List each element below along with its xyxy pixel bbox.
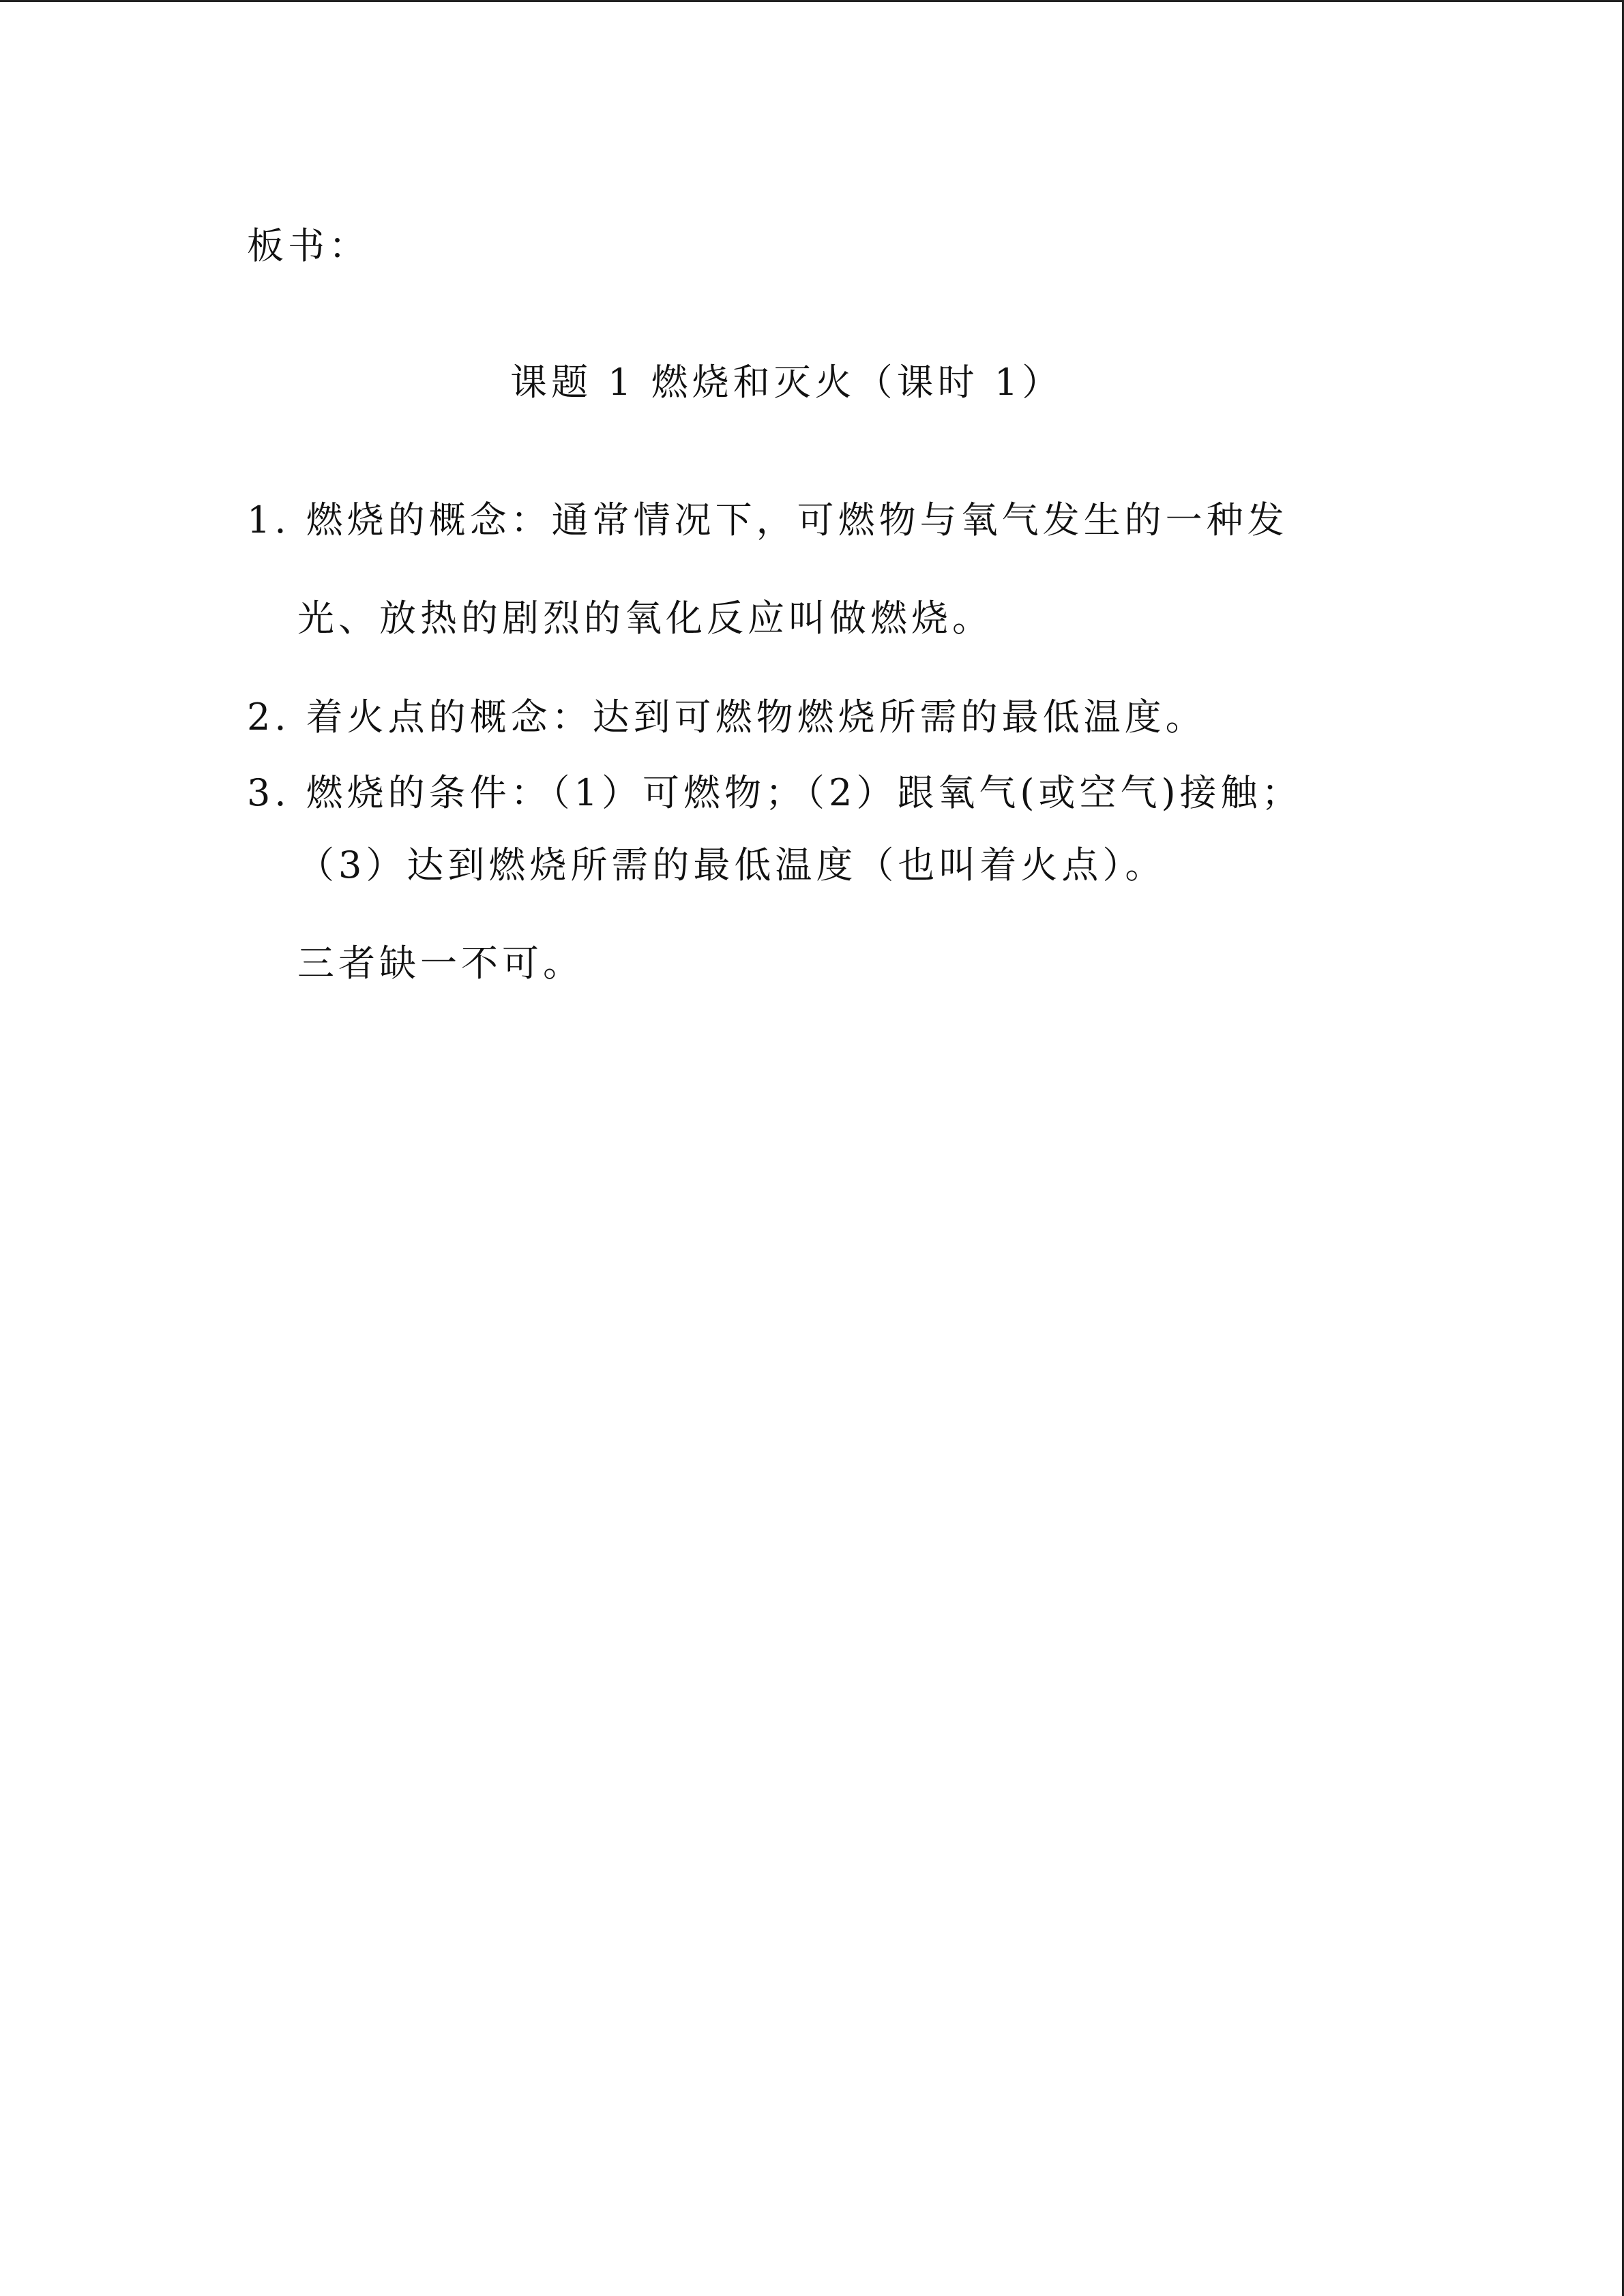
point-3-line-1: 3. 燃烧的条件：（1）可燃物；（2）跟氧气(或空气)接触； xyxy=(247,771,1303,814)
lesson-title: 课题 1 燃烧和灭火（课时 1） xyxy=(510,361,1063,404)
point-1-line-2: 光、放热的剧烈的氧化反应叫做燃烧。 xyxy=(297,597,993,640)
blackboard-heading: 板书： xyxy=(247,224,370,267)
point-1-line-1: 1. 燃烧的概念：通常情况下，可燃物与氧气发生的一种发 xyxy=(247,498,1288,541)
page-border-top xyxy=(0,0,1624,2)
point-2-line-1: 2. 着火点的概念：达到可燃物燃烧所需的最低温度。 xyxy=(247,696,1207,739)
point-3-line-2: （3）达到燃烧所需的最低温度（也叫着火点）。 xyxy=(297,844,1166,886)
point-3-line-3: 三者缺一不可。 xyxy=(297,942,584,985)
